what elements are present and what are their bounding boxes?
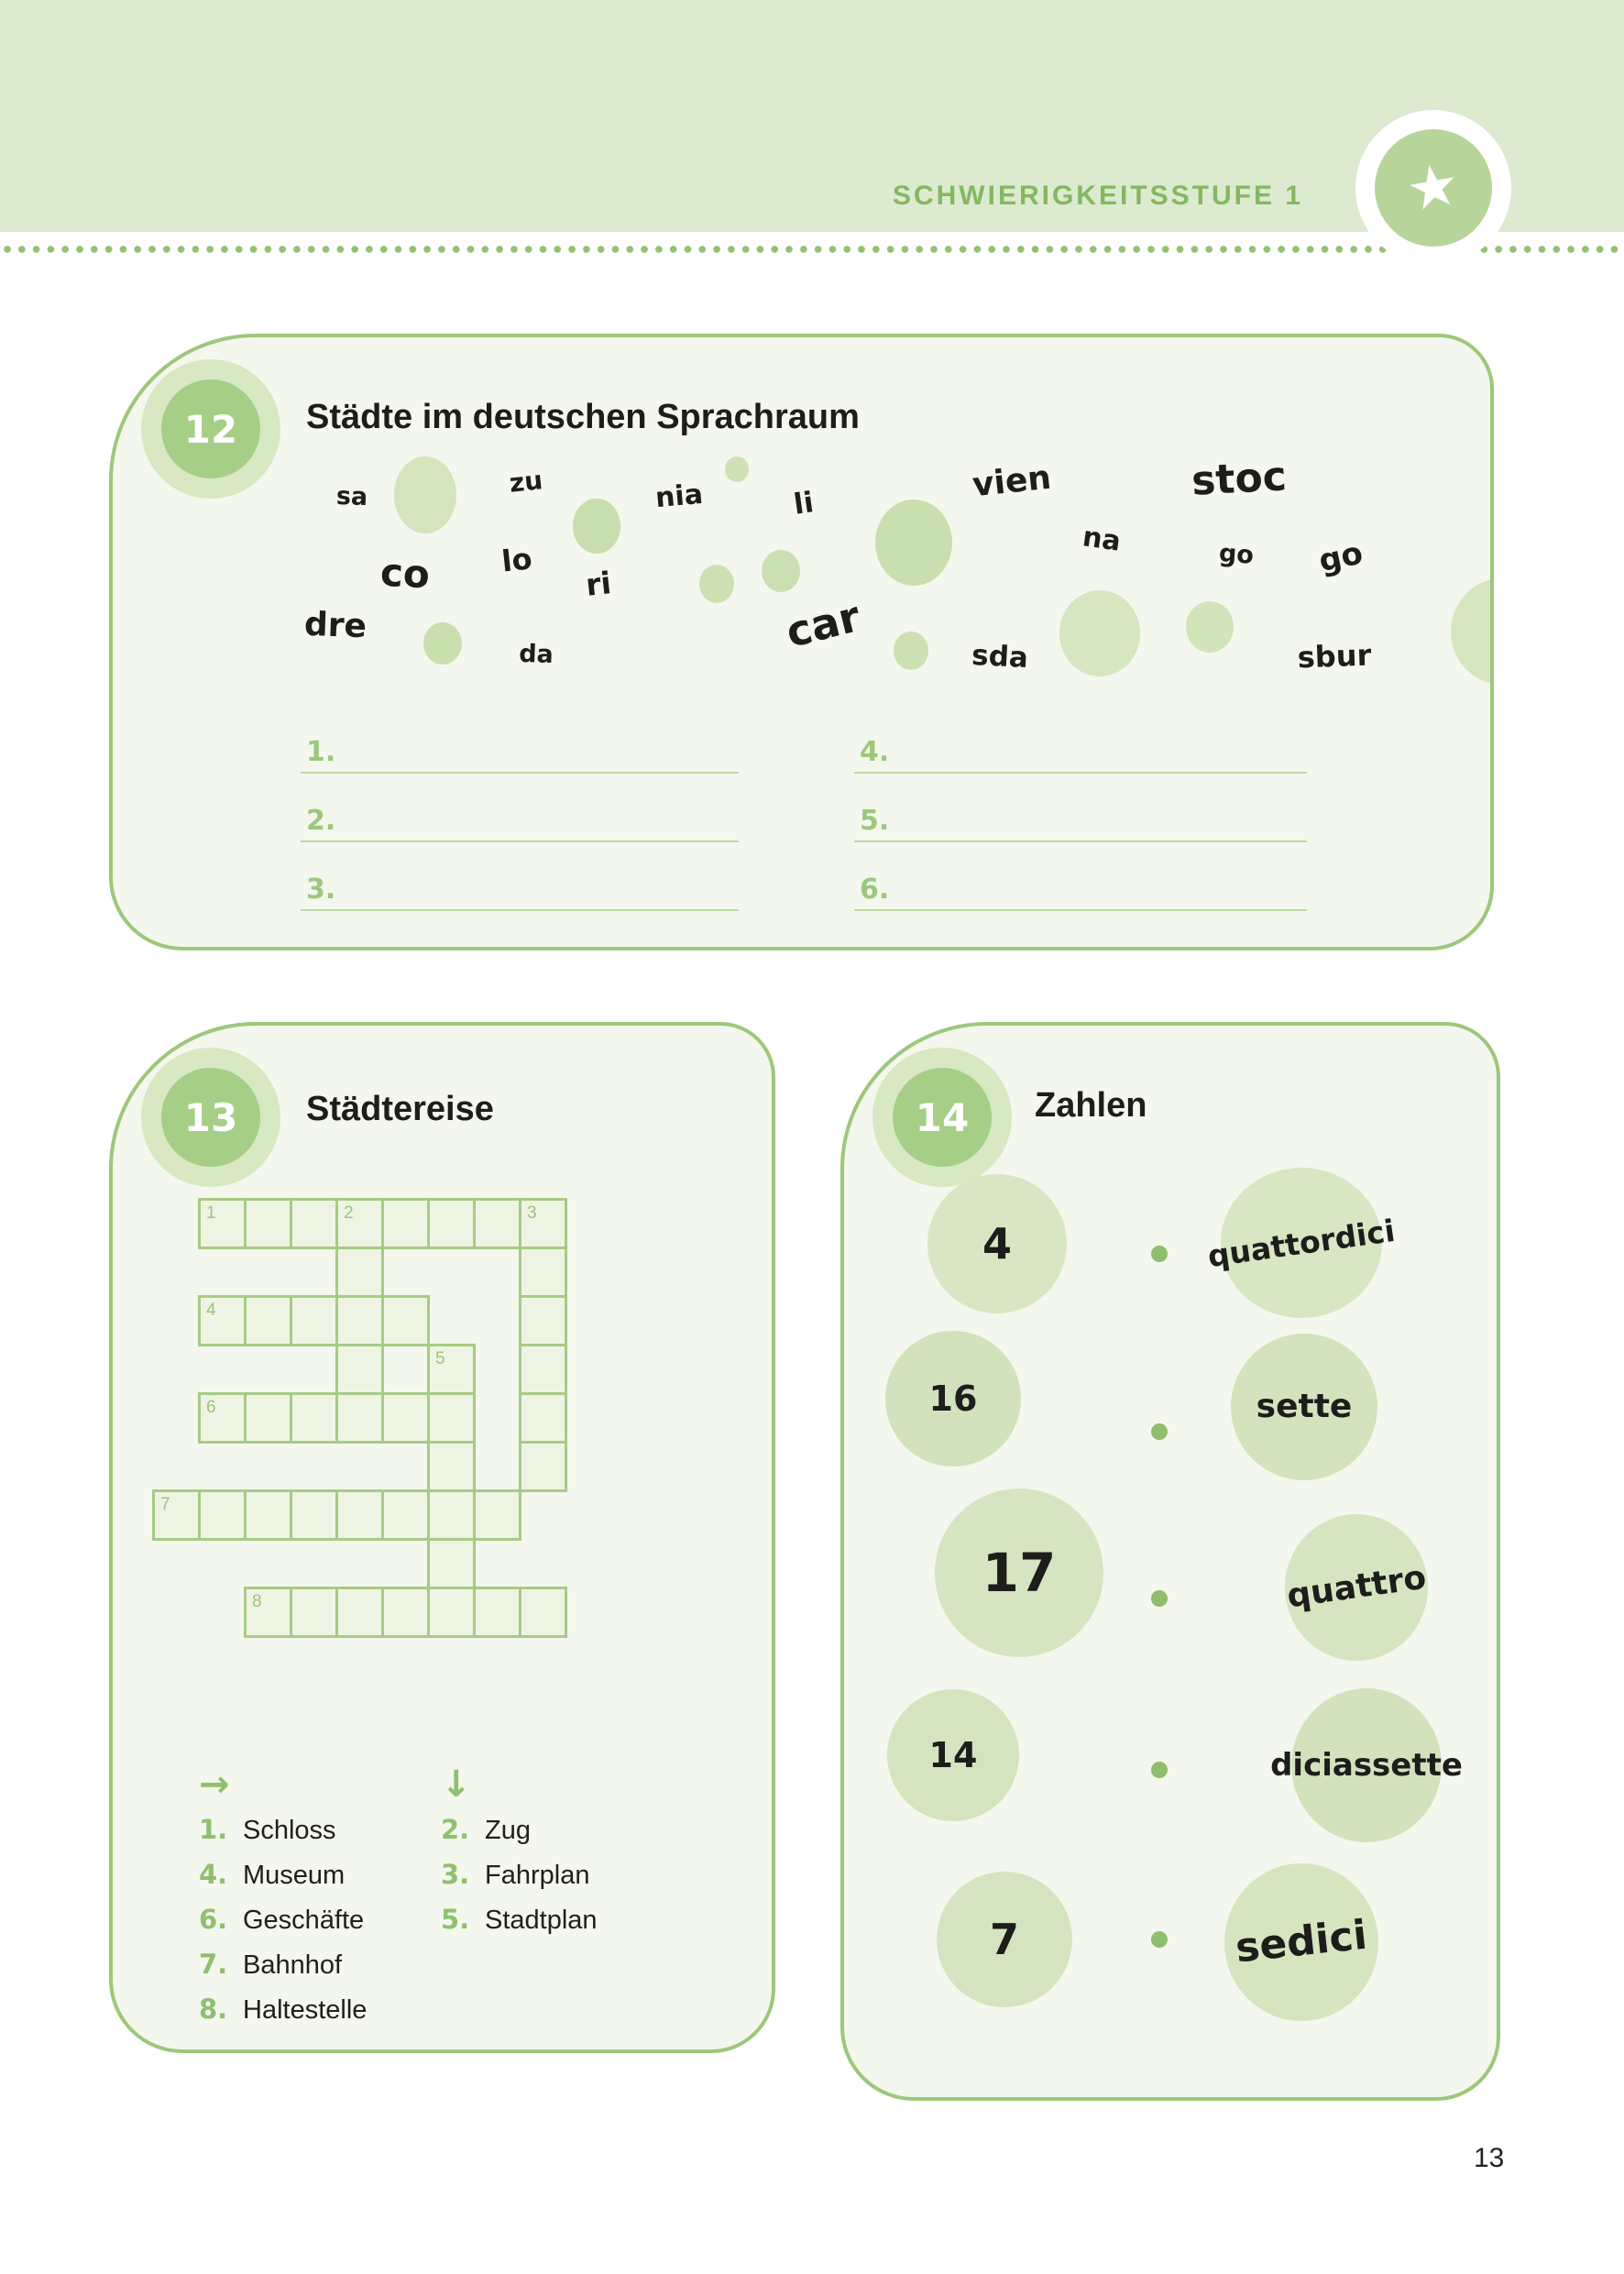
city-fragment: na bbox=[1081, 521, 1124, 558]
crossword-cell[interactable] bbox=[290, 1587, 338, 1638]
answer-line-2[interactable] bbox=[301, 804, 739, 842]
match-word: quattro bbox=[1284, 1558, 1429, 1616]
exercise-12-card bbox=[109, 334, 1494, 950]
crossword-cell-number: 7 bbox=[160, 1495, 170, 1514]
decorative-bubble bbox=[875, 500, 952, 586]
crossword-cell[interactable] bbox=[519, 1344, 567, 1395]
across-clue-4 bbox=[199, 1949, 342, 1981]
crossword-cell-number: 8 bbox=[252, 1592, 262, 1611]
star-badge-circle bbox=[1375, 129, 1492, 247]
crossword-cell[interactable] bbox=[335, 1392, 384, 1444]
city-fragment: lo bbox=[499, 541, 534, 579]
down-clue-2 bbox=[441, 1859, 589, 1891]
answer-line-3[interactable] bbox=[301, 873, 739, 911]
decorative-bubble bbox=[894, 632, 928, 670]
across-clue-5 bbox=[199, 1994, 367, 2026]
clue-number: 3. bbox=[441, 1859, 470, 1890]
city-fragment: go bbox=[1218, 539, 1255, 570]
exercise-13-number: 13 bbox=[161, 1068, 260, 1167]
crossword-cell[interactable] bbox=[244, 1198, 292, 1249]
clue-number: 1. bbox=[199, 1814, 228, 1845]
crossword-cell-number: 4 bbox=[206, 1301, 216, 1320]
decorative-bubble bbox=[699, 565, 734, 603]
clue-number: 7. bbox=[199, 1949, 228, 1980]
crossword-cell[interactable] bbox=[519, 1587, 567, 1638]
crossword-cell[interactable] bbox=[290, 1198, 338, 1249]
crossword-cell[interactable] bbox=[427, 1587, 476, 1638]
crossword-cell[interactable] bbox=[198, 1392, 247, 1444]
match-word-circle[interactable] bbox=[1205, 1168, 1398, 1318]
answer-line-1[interactable] bbox=[301, 735, 739, 774]
match-word-circle[interactable] bbox=[1224, 1863, 1378, 2021]
crossword-cell[interactable] bbox=[427, 1489, 476, 1541]
difficulty-star-badge bbox=[1355, 110, 1511, 266]
crossword-cell[interactable] bbox=[244, 1392, 292, 1444]
crossword-cell[interactable] bbox=[335, 1344, 384, 1395]
crossword-cell-number: 1 bbox=[206, 1203, 216, 1223]
answer-line-5[interactable] bbox=[854, 804, 1307, 842]
difficulty-level-title: SCHWIERIGKEITSSTUFE 1 bbox=[892, 181, 1303, 211]
city-fragment: sbur bbox=[1297, 637, 1372, 676]
page-number: 13 bbox=[1474, 2143, 1505, 2173]
match-number-circle[interactable] bbox=[937, 1872, 1072, 2007]
clue-word: Zug bbox=[485, 1816, 531, 1845]
city-fragment: ri bbox=[584, 565, 613, 603]
crossword-cell[interactable] bbox=[381, 1489, 430, 1541]
crossword-cell[interactable] bbox=[381, 1198, 430, 1249]
match-word: sette bbox=[1256, 1388, 1353, 1425]
answer-number: 6. bbox=[860, 873, 890, 906]
crossword-cell[interactable] bbox=[198, 1198, 247, 1249]
crossword-cell[interactable] bbox=[290, 1295, 338, 1346]
match-word-circle[interactable] bbox=[1231, 1334, 1377, 1480]
exercise-12-badge bbox=[141, 359, 280, 499]
city-fragment: car bbox=[781, 591, 865, 657]
exercise-14-title: Zahlen bbox=[1035, 1086, 1147, 1125]
crossword-cell[interactable] bbox=[290, 1392, 338, 1444]
city-fragment: sa bbox=[335, 481, 368, 512]
crossword-cell[interactable] bbox=[244, 1587, 292, 1638]
decorative-bubble bbox=[394, 456, 456, 533]
match-dot[interactable] bbox=[1151, 1762, 1168, 1778]
clue-word: Stadtplan bbox=[485, 1906, 598, 1935]
crossword-cell[interactable] bbox=[290, 1489, 338, 1541]
across-clue-2 bbox=[199, 1859, 345, 1891]
crossword-cell[interactable] bbox=[198, 1295, 247, 1346]
crossword-cell[interactable] bbox=[335, 1489, 384, 1541]
match-word-circle[interactable] bbox=[1285, 1514, 1428, 1661]
crossword-cell[interactable] bbox=[427, 1198, 476, 1249]
decorative-bubble bbox=[762, 550, 800, 592]
down-clue-3 bbox=[441, 1904, 598, 1936]
crossword-cell[interactable] bbox=[335, 1295, 384, 1346]
clue-word: Fahrplan bbox=[485, 1861, 590, 1890]
crossword-cell[interactable] bbox=[519, 1392, 567, 1444]
city-fragment: nia bbox=[653, 478, 705, 515]
crossword-cell[interactable] bbox=[381, 1587, 430, 1638]
clue-number: 6. bbox=[199, 1904, 228, 1935]
answer-line-6[interactable] bbox=[854, 873, 1307, 911]
crossword-cell[interactable] bbox=[427, 1392, 476, 1444]
clue-word: Haltestelle bbox=[243, 1995, 368, 2025]
crossword-cell[interactable] bbox=[152, 1489, 201, 1541]
crossword-cell-number: 5 bbox=[435, 1349, 445, 1368]
crossword-cell[interactable] bbox=[244, 1295, 292, 1346]
city-fragment: co bbox=[379, 549, 432, 598]
clue-word: Bahnhof bbox=[243, 1950, 343, 1980]
crossword-cell[interactable] bbox=[427, 1538, 476, 1589]
decorative-bubble bbox=[423, 622, 462, 665]
crossword-cell[interactable] bbox=[473, 1587, 521, 1638]
decorative-bubble bbox=[573, 499, 620, 554]
clue-number: 8. bbox=[199, 1994, 228, 2025]
crossword-cell[interactable] bbox=[427, 1441, 476, 1492]
crossword-cell[interactable] bbox=[519, 1247, 567, 1298]
crossword-cell[interactable] bbox=[244, 1489, 292, 1541]
decorative-bubble bbox=[1451, 578, 1494, 685]
crossword-cell[interactable] bbox=[198, 1489, 247, 1541]
match-number: 17 bbox=[982, 1542, 1057, 1604]
crossword-cell[interactable] bbox=[427, 1344, 476, 1395]
answer-number: 1. bbox=[306, 736, 336, 768]
down-arrow-icon: ↓ bbox=[441, 1763, 472, 1806]
crossword-cell-number: 2 bbox=[344, 1203, 354, 1223]
clue-word: Schloss bbox=[243, 1816, 336, 1845]
city-fragment: vien bbox=[971, 458, 1053, 505]
match-number-circle[interactable] bbox=[935, 1489, 1103, 1657]
city-fragment: go bbox=[1315, 534, 1366, 580]
match-word: diciassette bbox=[1270, 1747, 1463, 1784]
across-clue-3 bbox=[199, 1904, 364, 1936]
crossword-cell[interactable] bbox=[381, 1392, 430, 1444]
crossword-cell[interactable] bbox=[335, 1198, 384, 1249]
crossword-cell[interactable] bbox=[519, 1295, 567, 1346]
exercise-13-card bbox=[109, 1022, 775, 2053]
clue-word: Geschäfte bbox=[243, 1906, 365, 1935]
crossword-cell[interactable] bbox=[519, 1198, 567, 1249]
match-dot[interactable] bbox=[1151, 1590, 1168, 1607]
answer-number: 3. bbox=[306, 873, 336, 906]
crossword-cell[interactable] bbox=[519, 1441, 567, 1492]
match-number: 4 bbox=[982, 1219, 1012, 1269]
exercise-12-title: Städte im deutschen Sprachraum bbox=[306, 398, 860, 436]
city-fragment: sda bbox=[971, 638, 1029, 676]
decorative-bubble bbox=[725, 456, 749, 482]
match-number: 7 bbox=[989, 1915, 1019, 1964]
match-number-circle[interactable] bbox=[927, 1174, 1067, 1313]
city-fragment: da bbox=[518, 639, 554, 670]
exercise-12-number: 12 bbox=[161, 379, 260, 478]
match-word-circle[interactable] bbox=[1270, 1688, 1463, 1842]
crossword-cell[interactable] bbox=[335, 1587, 384, 1638]
crossword-cell-number: 3 bbox=[527, 1203, 537, 1223]
match-number-circle[interactable] bbox=[885, 1331, 1021, 1467]
answer-number: 5. bbox=[860, 805, 890, 837]
city-fragment: stoc bbox=[1190, 453, 1289, 505]
exercise-13-title: Städtereise bbox=[306, 1090, 494, 1128]
match-dot[interactable] bbox=[1151, 1931, 1168, 1948]
city-fragment: zu bbox=[508, 465, 544, 499]
answer-line-4[interactable] bbox=[854, 735, 1307, 774]
match-dot[interactable] bbox=[1151, 1423, 1168, 1440]
clue-number: 4. bbox=[199, 1859, 228, 1890]
match-word: sedici bbox=[1233, 1911, 1370, 1972]
across-arrow-icon: → bbox=[199, 1763, 230, 1806]
decorative-bubble bbox=[1059, 590, 1140, 676]
exercise-13-badge bbox=[141, 1048, 280, 1187]
down-clue-1 bbox=[441, 1814, 531, 1846]
city-fragment: dre bbox=[303, 605, 368, 646]
clue-number: 5. bbox=[441, 1904, 470, 1935]
exercise-14-number: 14 bbox=[893, 1068, 992, 1167]
crossword-cell[interactable] bbox=[473, 1489, 521, 1541]
answer-number: 4. bbox=[860, 736, 890, 768]
exercise-14-card bbox=[840, 1022, 1500, 2101]
clue-word: Museum bbox=[243, 1861, 346, 1890]
crossword-cell[interactable] bbox=[381, 1295, 430, 1346]
clue-number: 2. bbox=[441, 1814, 470, 1845]
crossword-cell[interactable] bbox=[335, 1247, 384, 1298]
across-clue-1 bbox=[199, 1814, 336, 1846]
crossword-cell-number: 6 bbox=[206, 1398, 216, 1417]
star-icon: ★ bbox=[1401, 149, 1465, 226]
match-number: 14 bbox=[928, 1735, 978, 1775]
city-fragment: li bbox=[791, 486, 816, 522]
decorative-bubble bbox=[1186, 601, 1234, 653]
answer-number: 2. bbox=[306, 805, 336, 837]
match-number: 16 bbox=[928, 1379, 978, 1419]
match-number-circle[interactable] bbox=[887, 1689, 1019, 1821]
match-word: quattordici bbox=[1205, 1212, 1398, 1274]
crossword-cell[interactable] bbox=[473, 1198, 521, 1249]
match-dot[interactable] bbox=[1151, 1246, 1168, 1262]
exercise-14-badge bbox=[872, 1048, 1012, 1187]
